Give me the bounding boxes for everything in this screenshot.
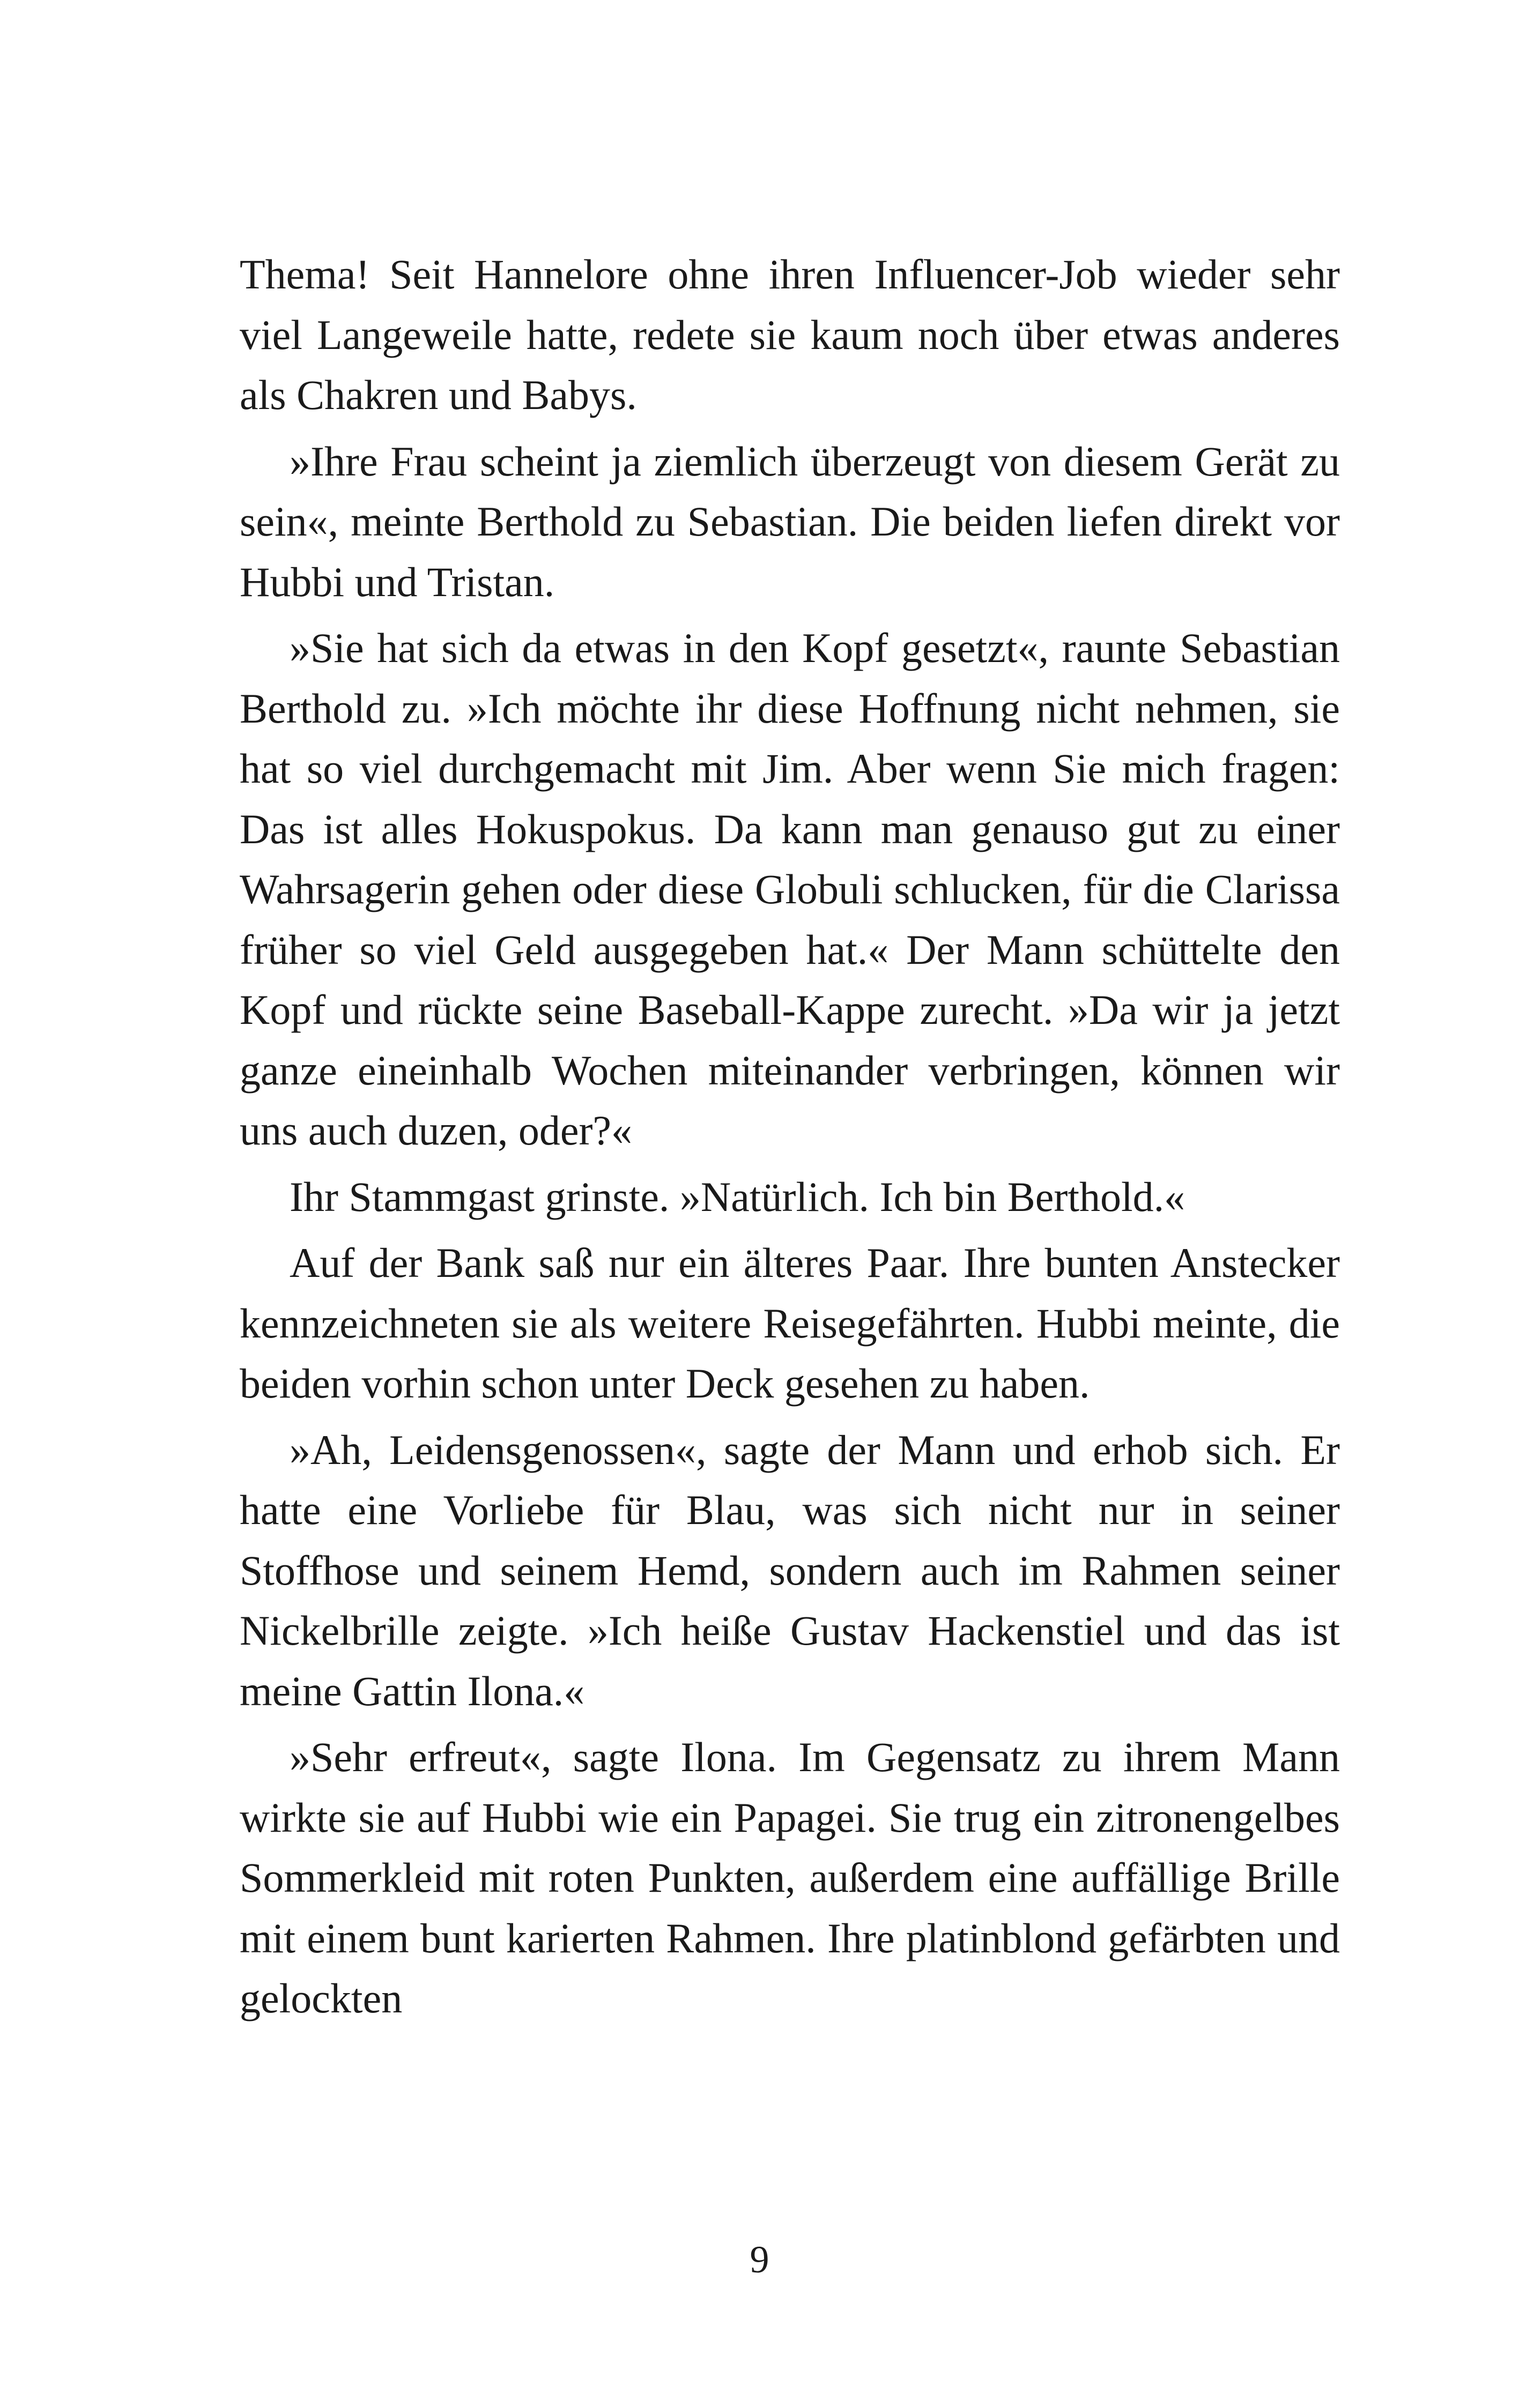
paragraph-1: Thema! Seit Hannelore ohne ihren Influencer-Job wieder sehr viel Langeweile hatte, redete sie kaum noch über etwas anderes als Chakren und Babys.	[240, 251, 1340, 418]
paragraph-7: »Sehr erfreut«, sagte Ilona. Im Gegensatz zu ihrem Mann wirkte sie auf Hubbi wie ein Papagei. Sie trug ein zitronengelbes Sommerkleid mit roten Punkten, außerdem eine auffällige Brille mit einem bunt karierten Rahmen. Ihre platinblond gefärbten und gelockten	[240, 1734, 1340, 2021]
paragraph-5: Auf der Bank saß nur ein älteres Paar. Ihre bunten Anstecker kennzeichneten sie als weitere Reisegefährten. Hubbi meinte, die beiden vorhin schon unter Deck gesehen zu haben.	[240, 1239, 1340, 1407]
paragraph-6: »Ah, Leidensgenossen«, sagte der Mann und erhob sich. Er hatte eine Vorliebe für Blau, was sich nicht nur in seiner Stoffhose und seinem Hemd, sondern auch im Rahmen seiner Nickelbrille zeigte. »Ich heiße Gustav Hackenstiel und das ist meine Gattin Ilona.«	[240, 1426, 1340, 1714]
paragraph-4: Ihr Stammgast grinste. »Natürlich. Ich bin Berthold.«	[290, 1173, 1185, 1220]
body-text	[240, 244, 1340, 2029]
paragraph-3: »Sie hat sich da etwas in den Kopf gesetzt«, raunte Sebastian Berthold zu. »Ich möchte ihr diese Hoffnung nicht nehmen, sie hat so viel durchgemacht mit Jim. Aber wenn Sie mich fragen: Das ist alles Hokuspokus. Da kann man genauso gut zu einer Wahrsagerin gehen oder diese Globuli schlucken, für die Clarissa früher so viel Geld ausgegeben hat.« Der Mann schüttelte den Kopf und rückte seine Baseball-Kappe zurecht. »Da wir ja jetzt ganze eineinhalb Wochen miteinander verbringen, können wir uns auch duzen, oder?«	[240, 625, 1340, 1154]
page-number: 9	[750, 2238, 769, 2281]
paragraph-2: »Ihre Frau scheint ja ziemlich überzeugt von diesem Gerät zu sein«, meinte Berthold zu Sebastian. Die beiden liefen direkt vor Hubbi und Tristan.	[240, 437, 1340, 605]
